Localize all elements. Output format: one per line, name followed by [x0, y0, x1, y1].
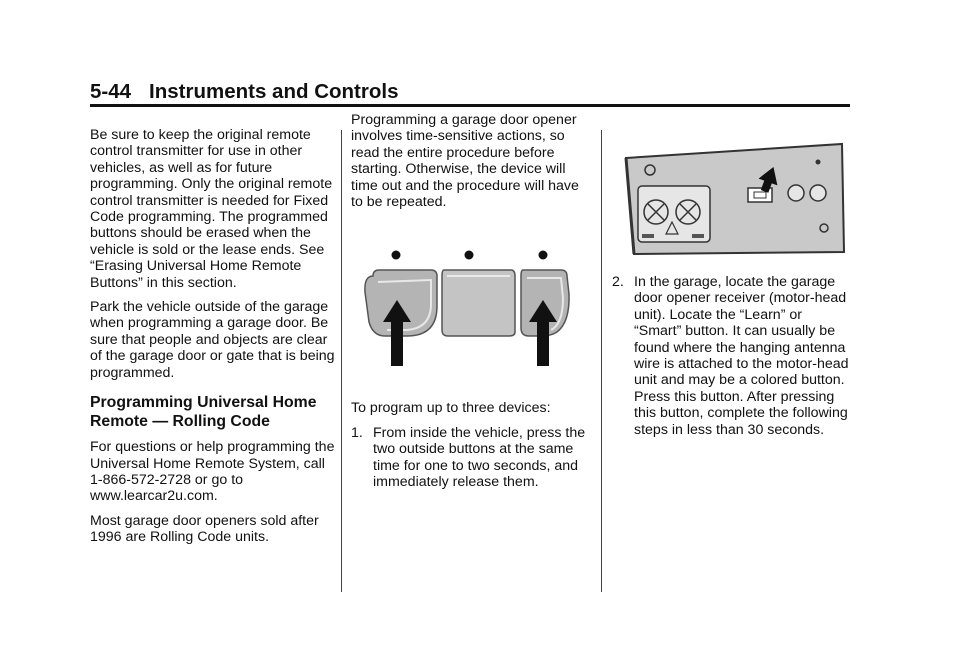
- column-1: [90, 127, 335, 554]
- step-2: [612, 274, 852, 438]
- screw-icon: [816, 160, 821, 165]
- subheading-rolling-code: Programming Universal Home Remote — Rolling Code: [90, 394, 317, 431]
- step-2-number: 2.: [612, 274, 624, 290]
- header-rule: [90, 104, 850, 107]
- motor-head-unit-illustration: [620, 138, 850, 258]
- paragraph-keep-original-remote: Be sure to keep the original remote control transmitter for use in other vehicles, as well as for future programming. Only the original remote control transmitter is needed for Fixed Code programming. The programmed buttons should be erased when the vehicle is sold or the lease ends. See “Erasing Universal Home Remote Buttons” in this section.: [90, 127, 333, 291]
- indicator-light-1: [392, 251, 401, 260]
- page-header: [90, 80, 850, 104]
- paragraph-help-contact: For questions or help programming the Universal Home Remote System, call 1-866-572-2728 or go to www.learcar2u.com.: [90, 439, 335, 505]
- step-2-text: In the garage, locate the garage door opener receiver (motor-head unit). Locate the “Learn” or “Smart” button. It can usually be found where the hanging antenna wire is attached to the motor-head unit and may be a colored button. Press this button. After pressing this button, complete the following steps in less than 30 seconds.: [634, 274, 849, 438]
- light-socket-icon: [788, 185, 804, 201]
- paragraph-program-devices: To program up to three devices:: [351, 400, 551, 417]
- paragraph-park-vehicle: Park the vehicle outside of the garage when programming a garage door. Be sure that people and objects are clear of the garage door or gate that is being programmed.: [90, 299, 335, 381]
- indicator-light-3: [539, 251, 548, 260]
- section-title: Instruments and Controls: [149, 80, 399, 103]
- page-number: 5-44: [90, 80, 132, 103]
- column-divider-1: [341, 130, 342, 592]
- middle-remote-button: [442, 270, 515, 336]
- paragraph-rolling-code-units: Most garage door openers sold after 1996 are Rolling Code units.: [90, 512, 319, 546]
- column-divider-2: [601, 130, 602, 592]
- paragraph-time-sensitive: Programming a garage door opener involves time-sensitive actions, so read the entire procedure before starting. Otherwise, the device will time out and the procedure will have to be repeated.: [351, 112, 579, 211]
- column-3: [612, 112, 852, 446]
- step-1-text: From inside the vehicle, press the two outside buttons at the same time for one to two seconds, and immediately release them.: [373, 424, 586, 491]
- remote-buttons-illustration: [351, 242, 587, 370]
- step-1: [351, 425, 587, 491]
- indicator-light-2: [465, 251, 474, 260]
- light-socket-icon: [810, 185, 826, 201]
- column-2: [351, 112, 587, 498]
- step-1-number: 1.: [351, 424, 363, 441]
